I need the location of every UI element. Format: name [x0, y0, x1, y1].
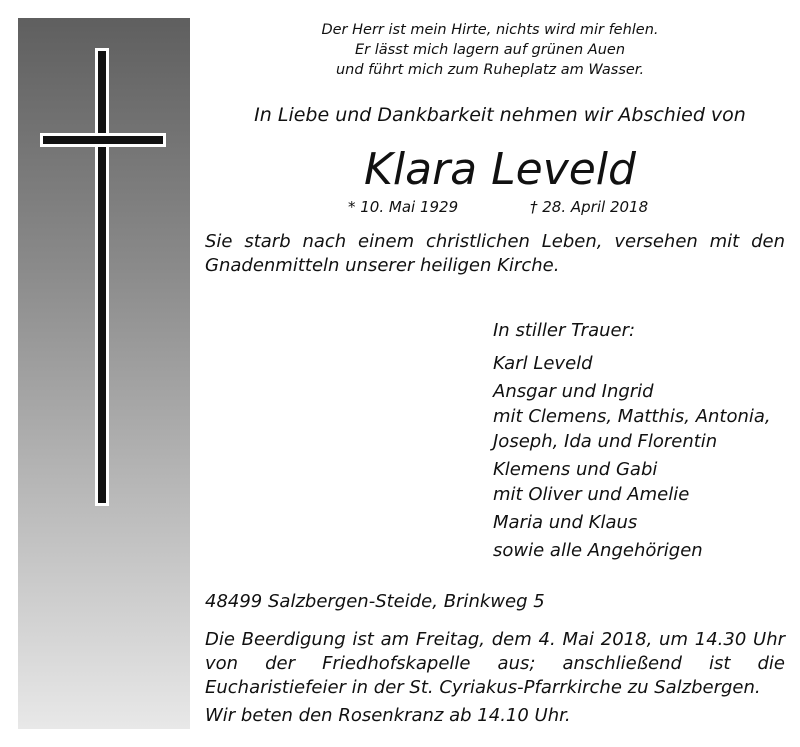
farewell-intro: In Liebe und Dankbarkeit nehmen wir Abschied von	[254, 104, 746, 126]
birth-date: * 10. Mai 1929	[348, 198, 459, 216]
mourner-line: Ansgar und Ingrid	[493, 381, 654, 402]
mourner-group	[493, 457, 793, 507]
mourner-line: Klemens und Gabi	[493, 459, 658, 480]
funeral-line: Die Beerdigung ist am Freitag, dem 4. Mai 2018, um 14.30 Uhr	[205, 629, 785, 650]
mourner-line: mit Oliver und Amelie	[493, 484, 690, 505]
address: 48499 Salzbergen-Steide, Brinkweg 5	[205, 591, 545, 612]
funeral-line: Eucharistiefeier in der St. Cyriakus-Pfarrkirche zu Salzbergen.	[205, 677, 761, 698]
mourner-group	[493, 351, 793, 376]
side-panel	[18, 18, 190, 729]
mourners-heading: In stiller Trauer:	[493, 320, 636, 341]
mourner-group	[493, 510, 793, 535]
mourner-line: Maria und Klaus	[493, 512, 638, 533]
funeral-line: von der Friedhofskapelle aus; anschließend ist die	[205, 653, 785, 674]
statement-line: Gnadenmitteln unserer heiligen Kirche.	[205, 255, 560, 276]
psalm-line: und führt mich zum Ruheplatz am Wasser.	[335, 62, 645, 78]
mourner-group	[493, 538, 793, 563]
funeral-info	[205, 628, 785, 700]
death-date: † 28. April 2018	[530, 198, 649, 216]
psalm-line: Der Herr ist mein Hirte, nichts wird mir fehlen.	[321, 22, 659, 38]
death-statement	[205, 230, 785, 278]
mourner-group	[493, 379, 793, 454]
psalm-line: Er lässt mich lagern auf grünen Auen	[354, 42, 626, 58]
rosary-info: Wir beten den Rosenkranz ab 14.10 Uhr.	[205, 705, 571, 726]
mourner-line: sowie alle Angehörigen	[493, 540, 703, 561]
mourner-line: Karl Leveld	[493, 353, 593, 374]
psalm-verse	[300, 20, 680, 80]
mourners-list	[493, 318, 793, 566]
deceased-name: Klara Leveld	[364, 144, 636, 195]
mourner-line: Joseph, Ida und Florentin	[493, 431, 718, 452]
mourner-line: mit Clemens, Matthis, Antonia,	[493, 406, 771, 427]
statement-line: Sie starb nach einem christlichen Leben, versehen mit den	[205, 231, 785, 252]
